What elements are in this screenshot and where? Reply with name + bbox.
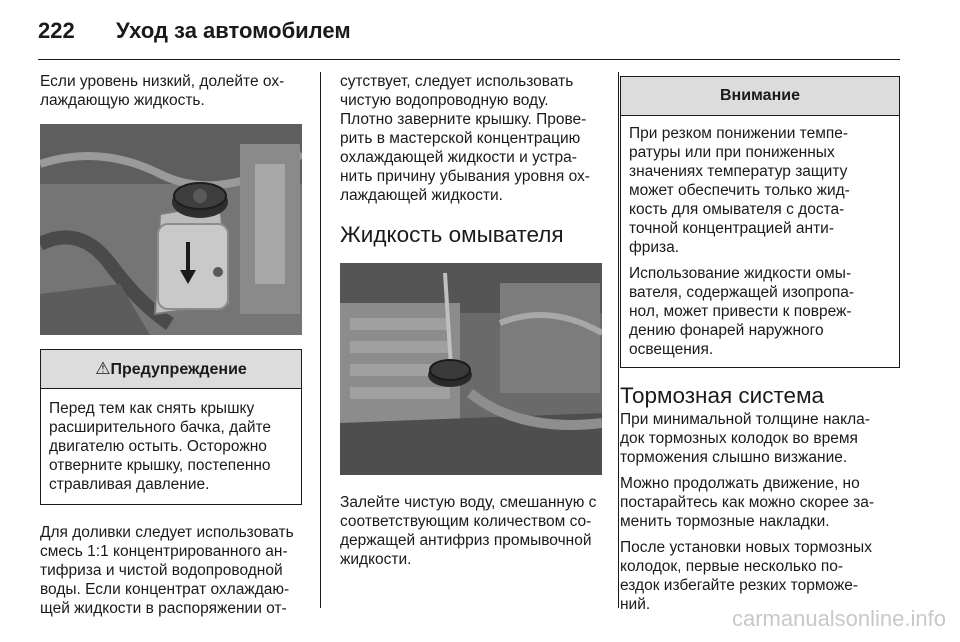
warning-body [41,389,301,504]
caution-body [621,116,899,367]
brake-paragraph-2 [620,474,902,531]
warning-triangle-icon: ⚠ [95,359,111,378]
warning-box [40,349,302,505]
text-line: Если уровень низкий, долейте ох- [40,73,285,90]
text-line: Использование жидкости омы- [629,265,852,282]
brake-paragraph-3 [620,538,902,614]
column-left [40,72,302,618]
text-line: Можно продолжать движение, но [620,475,860,492]
text-line: вателя, содержащей изопропа- [629,284,855,301]
washer-reservoir-photo [340,263,602,475]
text-line: нол, может привести к повреж- [629,303,852,320]
watermark: carmanualsonline.info [731,606,946,631]
text-line: лаждающую жидкость. [40,92,205,109]
text-line: Плотно заверните крышку. Прове- [340,111,587,128]
text-line: постарайтесь как можно скорее за- [620,494,875,511]
column-middle [340,72,602,569]
antifreeze-paragraph [40,523,302,618]
text-line: тифриза и чистой водопроводной [40,562,283,579]
text-line: стравливая давление. [49,476,210,493]
brake-system-heading: Тормозная система [620,383,825,408]
column-divider [320,72,321,608]
text-line: дению фонарей наружного [629,322,824,339]
text-line: После установки новых тормозных [620,539,872,556]
text-line: торможения слышно визжание. [620,449,848,466]
text-line: док тормозных колодок во время [620,430,858,447]
coolant-continued-paragraph [340,72,602,205]
text-line: Перед тем как снять крышку [49,400,255,417]
text-line: охлаждающей жидкости и устра- [340,149,577,166]
text-line: сутствует, следует использовать [340,73,574,90]
text-line: ний. [620,596,651,613]
text-line: смесь 1:1 концентрированного ан- [40,543,288,560]
text-line: точной концентрацией анти- [629,220,835,237]
text-line: двигателю остыть. Осторожно [49,438,267,455]
washer-fluid-paragraph [340,493,602,569]
text-line: колодок, первые несколько по- [620,558,844,575]
column-divider [618,72,619,608]
text-line: ездок избегайте резких торможе- [620,577,859,594]
brake-paragraph-1 [620,410,902,467]
washer-fluid-heading: Жидкость омывателя [340,222,564,247]
text-line: соответствующим количеством со- [340,513,592,530]
text-line: держащей антифриз промывочной [340,532,592,549]
caution-header: Внимание [621,77,899,116]
text-line: освещения. [629,341,714,358]
text-line: может обеспечить только жид- [629,182,850,199]
caution-box [620,76,900,368]
text-line: щей жидкости в распоряжении от- [40,600,287,617]
warning-header [41,350,301,389]
text-line: жидкости. [340,551,412,568]
text-line: отверните крышку, постепенно [49,457,271,474]
text-line: ратуры или при пониженных [629,144,835,161]
text-line: воды. Если концентрат охлаждаю- [40,581,290,598]
text-line: Залейте чистую воду, смешанную с [340,494,597,511]
text-line: лаждающей жидкости. [340,187,503,204]
text-line: При минимальной толщине накла- [620,411,870,428]
coolant-reservoir-photo [40,124,302,335]
text-line: значениях температур защиту [629,163,848,180]
text-line: фриза. [629,239,680,256]
warning-title: Предупреждение [110,361,247,378]
text-line: кость для омывателя с доста- [629,201,845,218]
text-line: чистую водопроводную воду. [340,92,549,109]
text-line: нить причину убывания уровня ох- [340,168,590,185]
text-line: Для доливки следует использовать [40,524,294,541]
column-right [620,76,902,614]
text-line: расширительного бачка, дайте [49,419,272,436]
text-line: менить тормозные накладки. [620,513,830,530]
page-number: 222 [38,18,75,43]
text-line: При резком понижении темпе- [629,125,849,142]
page-title: Уход за автомобилем [116,18,351,43]
header-divider [38,59,900,60]
text-line: рить в мастерской концентрацию [340,130,581,147]
coolant-intro [40,72,302,110]
